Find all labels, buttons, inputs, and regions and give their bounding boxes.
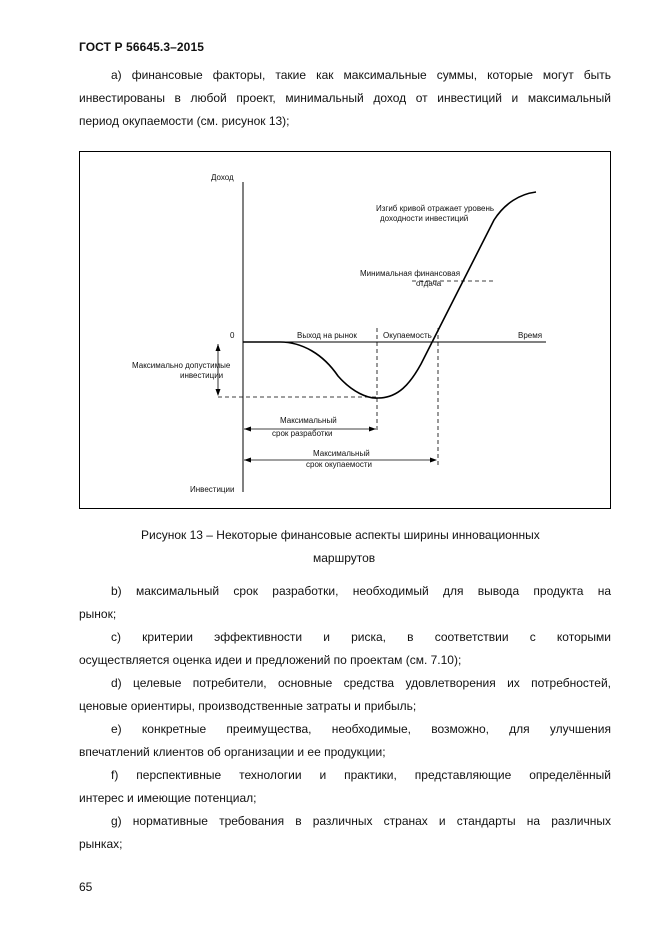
- intro-line-2: инвестированы в любой проект, минимальный доход от инвестиций и максимальный: [79, 91, 611, 105]
- item-e-line-2: впечатлений клиентов об организации и ее продукции;: [79, 745, 386, 759]
- arrow-right-icon: [369, 427, 376, 432]
- item-b-line-1: b) максимальный срок разработки, необходимый для вывода продукта на: [111, 584, 611, 598]
- page-number: 65: [79, 880, 93, 894]
- intro-line-3: период окупаемости (см. рисунок 13);: [79, 114, 290, 128]
- time-label: Время: [518, 331, 543, 340]
- figure-13-diagram: [80, 152, 612, 510]
- item-f-line-2: интерес и имеющие потенциал;: [79, 791, 257, 805]
- item-g-line-2: рынках;: [79, 837, 123, 851]
- figure-13: [79, 151, 611, 509]
- arrow-up-icon: [216, 344, 221, 351]
- dev-period-label-1: Максимальный: [280, 416, 337, 425]
- item-c-line-2: осуществляется оценка идеи и предложений по проектам (см. 7.10);: [79, 653, 462, 667]
- arrow-down-icon: [216, 389, 221, 396]
- min-return-label-1: Минимальная финансовая: [360, 269, 461, 278]
- payback-period-label-2: срок окупаемости: [306, 460, 372, 469]
- investments-label: Инвестиции: [190, 485, 235, 494]
- payback-period-label-1: Максимальный: [313, 449, 370, 458]
- income-label: Доход: [211, 173, 234, 182]
- max-investment-label-1: Максимально допустимые: [132, 361, 231, 370]
- figure-caption-line-1: Рисунок 13 – Некоторые финансовые аспекты ширины инновационных: [141, 528, 540, 542]
- zero-label: 0: [230, 331, 235, 340]
- item-d-line-1: d) целевые потребители, основные средства удовлетворения их потребностей,: [111, 676, 611, 690]
- min-return-label-2: отдача: [416, 279, 442, 288]
- intro-line-1: а) финансовые факторы, такие как максимальные суммы, которые могут быть: [111, 68, 611, 82]
- item-c-line-1: c) критерии эффективности и риска, в соответствии с которыми: [111, 630, 611, 644]
- payback-label: Окупаемость: [383, 331, 432, 340]
- item-b-line-2: рынок;: [79, 607, 117, 621]
- item-e-line-1: e) конкретные преимущества, необходимые, возможно, для улучшения: [111, 722, 611, 736]
- item-d-line-2: ценовые ориентиры, производственные затраты и прибыль;: [79, 699, 417, 713]
- arrow-right-icon: [430, 458, 437, 463]
- dev-period-label-2: срок разработки: [272, 429, 333, 438]
- item-g-line-1: g) нормативные требования в различных странах и стандарты на различных: [111, 814, 611, 828]
- max-investment-label-2: инвестиции: [180, 371, 224, 380]
- figure-caption-line-2: маршрутов: [313, 551, 376, 565]
- bend-label-1: Изгиб кривой отражает уровень: [376, 204, 495, 213]
- item-f-line-1: f) перспективные технологии и практики, представляющие определённый: [111, 768, 611, 782]
- arrow-left-icon: [244, 458, 251, 463]
- document-header: ГОСТ Р 56645.3–2015: [79, 40, 204, 54]
- bend-label-2: доходности инвестиций: [380, 214, 469, 223]
- arrow-left-icon: [244, 427, 251, 432]
- market-exit-label: Выход на рынок: [297, 331, 357, 340]
